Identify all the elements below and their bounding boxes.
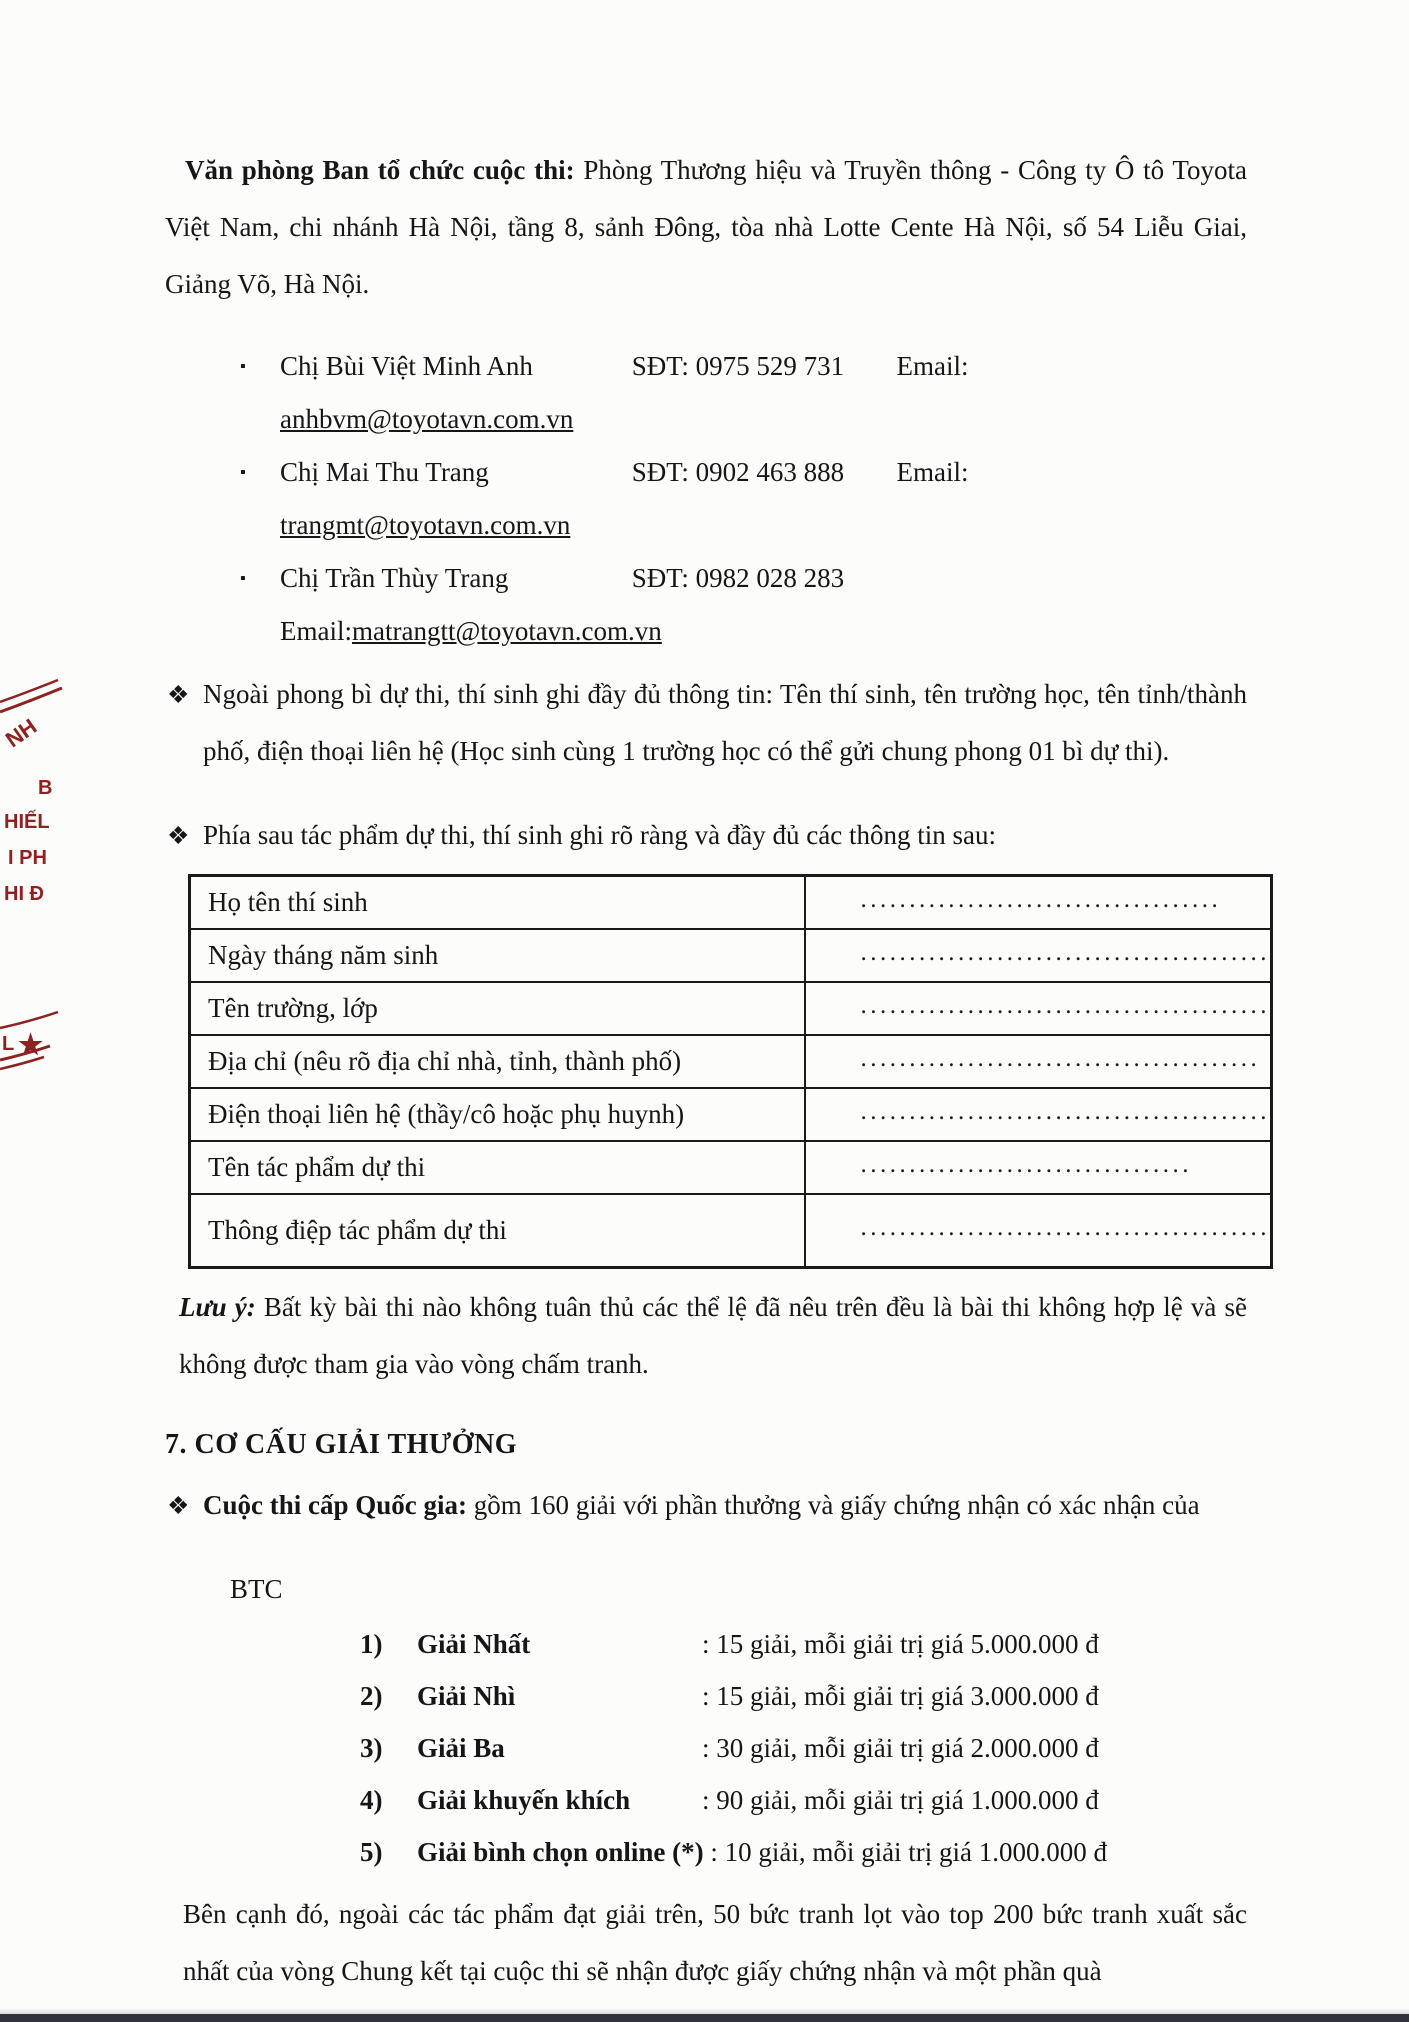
- prize-number: 1): [360, 1629, 383, 1659]
- prize-value: : 15 giải, mỗi giải trị giá 5.000.000 đ: [702, 1629, 1099, 1659]
- prize-number: 2): [360, 1681, 383, 1711]
- red-seal-stamp: [0, 612, 75, 1072]
- contact-email-link[interactable]: trangmt@toyotavn.com.vn: [280, 510, 571, 540]
- office-paragraph: [165, 142, 1247, 313]
- contact-email-link[interactable]: anhbvm@toyotavn.com.vn: [280, 404, 574, 434]
- table-row: [190, 929, 1272, 982]
- stamp-text-fragment: HIẾL: [4, 811, 50, 833]
- dotted-line: ..........................................: [860, 939, 1270, 966]
- contact-phone: SĐT: 0975 529 731: [631, 351, 845, 381]
- stamp-text-fragment: L: [2, 1033, 15, 1055]
- contact-name: Chị Mai Thu Trang: [280, 457, 489, 487]
- prize-number: 3): [360, 1733, 383, 1763]
- table-row-fill-in: [805, 1088, 1272, 1141]
- note-text: Bất kỳ bài thi nào không tuân thủ các thể lệ đã nêu trên đều là bài thi không hợp lệ và sẽ không được tham gia vào vòng chấm tranh.: [179, 1292, 1247, 1379]
- contact-name: Chị Bùi Việt Minh Anh: [280, 351, 533, 381]
- table-row-label: Điện thoại liên hệ (thầy/cô hoặc phụ huynh): [190, 1088, 805, 1141]
- star-icon: ★: [18, 1029, 44, 1060]
- contact-email-label: Email:: [280, 616, 352, 646]
- diamond-bullet-icon: ❖: [167, 823, 190, 850]
- instruction-artwork-paragraph: [165, 807, 1247, 864]
- dotted-line: .........................................: [860, 1045, 1261, 1072]
- stamp-text-fragment: I PH: [8, 847, 47, 869]
- prize-item: [360, 1826, 1247, 1878]
- contact-list: [165, 340, 1247, 658]
- table-row: [190, 1141, 1272, 1194]
- stamp-arc-top-inner: [0, 680, 58, 702]
- table-row-fill-in: [805, 982, 1272, 1035]
- note-label: Lưu ý:: [179, 1292, 256, 1322]
- contact-email-label: Email:: [896, 351, 969, 381]
- table-row-fill-in: [805, 1035, 1272, 1088]
- prize-value: : 15 giải, mỗi giải trị giá 3.000.000 đ: [702, 1681, 1099, 1711]
- prize-value: : 90 giải, mỗi giải trị giá 1.000.000 đ: [702, 1785, 1099, 1815]
- table-row-fill-in: [805, 876, 1272, 930]
- stamp-text-fragment: HI Đ: [4, 883, 44, 905]
- stamp-arc-bottom-1: [0, 1012, 58, 1028]
- prize-list: [360, 1618, 1247, 1878]
- table-row: [190, 1035, 1272, 1088]
- contact-name: Chị Trần Thùy Trang: [280, 563, 509, 593]
- note-paragraph: [179, 1279, 1247, 1393]
- entrant-info-table: [188, 874, 1273, 1269]
- table-row: [190, 982, 1272, 1035]
- dotted-line: ..........................................: [860, 992, 1270, 1019]
- instruction-envelope-paragraph: [165, 666, 1247, 780]
- office-paragraph-text: Phòng Thương hiệu và Truyền thông - Công ty Ô tô Toyota Việt Nam, chi nhánh Hà Nội, tầng 8, sảnh Đông, tòa nhà Lotte Cente Hà Nội, số 54 Liễu Giai, Giảng Võ, Hà Nội.: [165, 155, 1247, 299]
- prize-number: 5): [360, 1837, 383, 1867]
- table-row: [190, 1088, 1272, 1141]
- prize-item: [360, 1722, 1247, 1774]
- prize-label: Giải Nhất: [417, 1629, 531, 1659]
- table-row-label: Ngày tháng năm sinh: [190, 929, 805, 982]
- prize-label: Giải Nhì: [417, 1681, 516, 1711]
- prize-label: Giải khuyến khích: [417, 1785, 631, 1815]
- table-row-fill-in: [805, 1194, 1272, 1268]
- prize-item: [360, 1774, 1247, 1826]
- instruction-envelope-text: Ngoài phong bì dự thi, thí sinh ghi đầy đủ thông tin: Tên thí sinh, tên trường học, tên tỉnh/thành phố, điện thoại liên hệ (Học sinh cùng 1 trường học có thể gửi chung phong 01 bì dự thi).: [203, 679, 1247, 766]
- contact-row: [165, 552, 1247, 658]
- table-row-label: Thông điệp tác phẩm dự thi: [190, 1194, 805, 1268]
- document-content: [165, 0, 1270, 2022]
- table-row-label: Tên tác phẩm dự thi: [190, 1141, 805, 1194]
- national-contest-label: Cuộc thi cấp Quốc gia:: [203, 1490, 468, 1520]
- national-contest-text-line2: BTC: [230, 1574, 283, 1604]
- dotted-line: ..........................................: [860, 1214, 1270, 1241]
- prize-item: [360, 1670, 1247, 1722]
- office-paragraph-label: Văn phòng Ban tổ chức cuộc thi:: [185, 155, 575, 185]
- table-row-fill-in: [805, 929, 1272, 982]
- stamp-text-fragment: B: [38, 777, 53, 799]
- scan-edge-bar: [0, 2014, 1409, 2022]
- diamond-bullet-icon: ❖: [167, 682, 190, 709]
- prize-number: 4): [360, 1785, 383, 1815]
- diamond-bullet-icon: ❖: [167, 1493, 190, 1520]
- prize-label: Giải Ba: [417, 1733, 505, 1763]
- dotted-line: .....................................: [860, 886, 1222, 913]
- national-contest-text: gồm 160 giải với phần thưởng và giấy chứng nhận có xác nhận của: [467, 1490, 1200, 1520]
- table-row-label: Tên trường, lớp: [190, 982, 805, 1035]
- square-bullet-icon: ▪: [240, 464, 246, 481]
- contact-row: [165, 446, 1247, 552]
- contact-row: [165, 340, 1247, 446]
- dotted-line: ..........................................: [860, 1098, 1270, 1125]
- prize-label: Giải bình chọn online (*): [417, 1837, 704, 1867]
- contact-phone: SĐT: 0902 463 888: [631, 457, 845, 487]
- table-row: [190, 1194, 1272, 1268]
- stamp-text-fragment: NH: [0, 713, 42, 753]
- section-heading: 7. CƠ CẤU GIẢI THƯỞNG: [165, 1429, 517, 1460]
- prize-value: : 30 giải, mỗi giải trị giá 2.000.000 đ: [702, 1733, 1099, 1763]
- prize-item: [360, 1618, 1247, 1670]
- dotted-line: ..................................: [860, 1151, 1192, 1178]
- table-row-label: Địa chỉ (nêu rõ địa chỉ nhà, tỉnh, thành phố): [190, 1035, 805, 1088]
- national-contest-paragraph: [165, 1477, 1247, 1534]
- prize-value: : 10 giải, mỗi giải trị giá 1.000.000 đ: [703, 1837, 1108, 1867]
- square-bullet-icon: ▪: [240, 570, 246, 587]
- contact-email-link[interactable]: matrangtt@toyotavn.com.vn: [351, 616, 662, 646]
- contact-phone: SĐT: 0982 028 283: [631, 563, 845, 593]
- table-row-label: Họ tên thí sinh: [190, 876, 805, 930]
- table-row-fill-in: [805, 1141, 1272, 1194]
- square-bullet-icon: ▪: [240, 358, 246, 375]
- table-row: [190, 876, 1272, 930]
- contact-email-label: Email:: [896, 457, 969, 487]
- closing-paragraph: Bên cạnh đó, ngoài các tác phẩm đạt giải trên, 50 bức tranh lọt vào top 200 bức tranh xuất sắc nhất của vòng Chung kết tại cuộc thi sẽ nhận được giấy chứng nhận và một phần quà: [183, 1899, 1247, 1986]
- instruction-artwork-text: Phía sau tác phẩm dự thi, thí sinh ghi rõ ràng và đầy đủ các thông tin sau:: [203, 820, 996, 850]
